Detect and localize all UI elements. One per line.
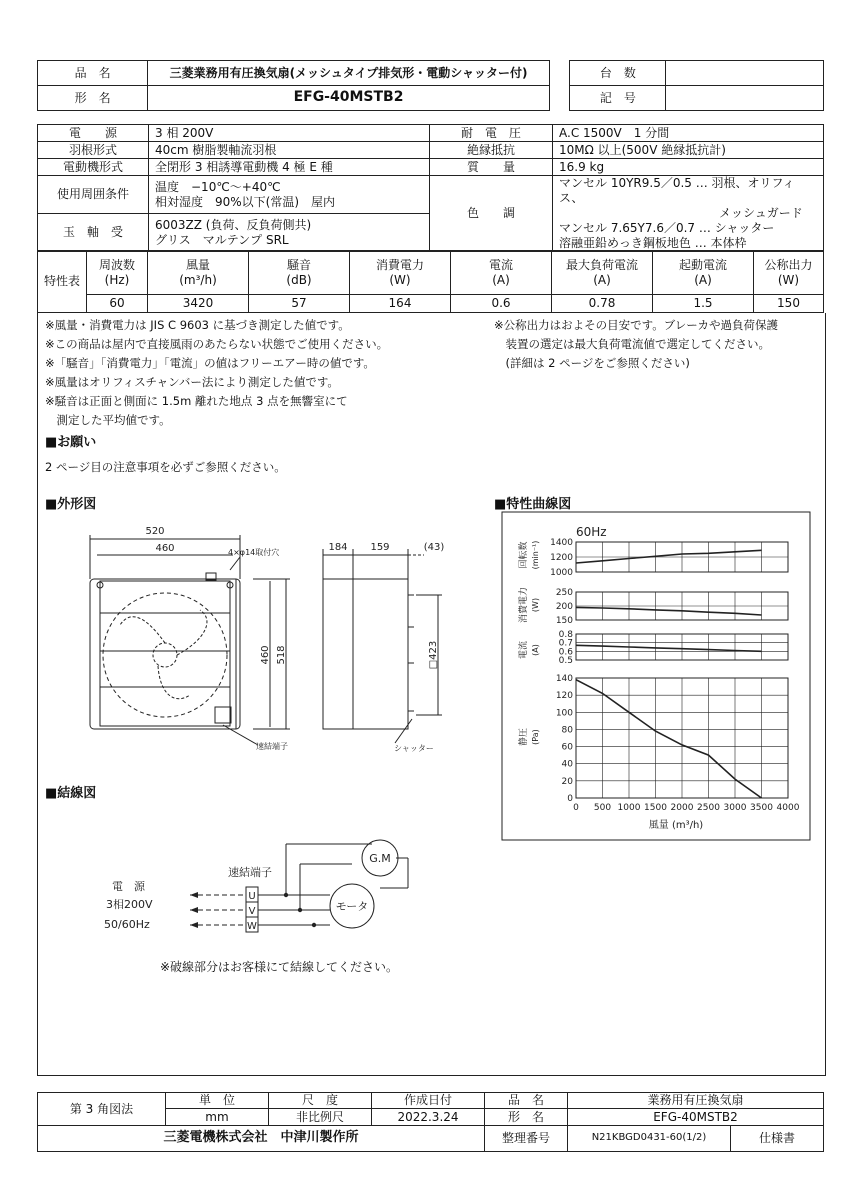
- char-value: 1.5: [653, 295, 754, 313]
- wiring-diagram: [100, 828, 430, 948]
- char-unit: (W): [389, 272, 411, 287]
- x-tick-label: 4000: [776, 803, 800, 813]
- mounting-holes-label: 4×φ14取付穴: [228, 548, 280, 557]
- note-line: 装置の選定は最大負荷電流値で選定してください。: [494, 337, 770, 351]
- char-head-1: [148, 251, 249, 295]
- color-value: [553, 176, 824, 252]
- doc-number: N21KBGD0431-60(1/2): [568, 1126, 731, 1152]
- y-tick-label: 40: [561, 759, 573, 770]
- wiring-heading: ■結線図: [45, 786, 97, 801]
- color-line-3: マンセル 7.65Y7.6／0.7 … シャッター: [559, 221, 775, 235]
- blade-value: 40cm 樹脂製軸流羽根: [149, 142, 430, 159]
- char-value: 60: [87, 295, 148, 313]
- y-tick-label: 140: [555, 674, 573, 684]
- char-value: 57: [249, 295, 350, 313]
- ambient-line-1: 温度 −10℃～+40℃: [155, 179, 281, 194]
- terminal-box: [215, 707, 231, 723]
- char-value: 0.78: [552, 295, 653, 313]
- curve-pressure: [576, 680, 762, 798]
- terminal-v: V: [248, 906, 256, 917]
- note-line: ※騒音は正面と側面に 1.5m 離れた地点 3 点を無響室にて: [45, 394, 348, 408]
- mass-value: 16.9 kg: [553, 159, 824, 176]
- char-value: 0.6: [451, 295, 552, 313]
- bearing-line-1: 6003ZZ (負荷、反負荷側共): [155, 217, 312, 232]
- doc-type: 仕様書: [731, 1126, 824, 1152]
- withstand-value: A.C 1500V 1 分間: [553, 125, 824, 142]
- dim-460-height: 460: [260, 645, 271, 665]
- fan-hub: [153, 643, 177, 667]
- bearing-label: 玉 軸 受: [38, 214, 149, 252]
- color-label: 色 調: [430, 176, 553, 252]
- note-line: (詳細は 2 ページをご参照ください): [494, 356, 690, 370]
- x-tick-label: 3500: [750, 803, 773, 813]
- insulation-value: 10MΩ 以上(500V 絶縁抵抗計): [553, 142, 824, 159]
- terminal-label: 速結端子: [256, 742, 288, 751]
- curve-heading: ■特性曲線図: [494, 497, 572, 512]
- header-table: [37, 60, 824, 111]
- dim-423: □423: [428, 640, 439, 670]
- gear-motor-label: G.M: [369, 852, 391, 865]
- characteristics-label: 特性表: [38, 251, 87, 313]
- company-name: 三菱電機株式会社 中津川製作所: [38, 1126, 485, 1152]
- y-tick-label: 80: [561, 725, 573, 736]
- char-name: 騒音: [286, 257, 311, 272]
- color-line-2: メッシュガード: [719, 206, 803, 220]
- characteristic-curve-chart: [494, 510, 812, 842]
- ambient-label: 使用周囲条件: [38, 176, 149, 214]
- char-name: 周波数: [98, 257, 135, 272]
- name-label: 品 名: [485, 1093, 568, 1109]
- notes-left: [45, 316, 388, 430]
- current-axis-unit: (A): [531, 644, 540, 656]
- withstand-label: 耐 電 圧: [430, 125, 553, 142]
- y-tick-label: 150: [555, 616, 573, 626]
- arrow-w: [190, 922, 198, 928]
- arrow-v: [190, 907, 198, 913]
- source-voltage: 3相200V: [106, 898, 153, 911]
- note-line: ※公称出力はおよその目安です。ブレーカや過負荷保護: [494, 318, 779, 332]
- dim-159: 159: [370, 542, 390, 553]
- char-unit: (m³/h): [179, 272, 217, 287]
- note-line: ※「騒音」「消費電力」「電流」の値はフリーエアー時の値です。: [45, 356, 375, 370]
- terminal-w: W: [247, 921, 257, 932]
- symbol-label: 記 号: [570, 86, 666, 111]
- y-tick-label: 0.7: [558, 638, 573, 649]
- count-label: 台 数: [570, 61, 666, 86]
- pressure-axis-unit: (Pa): [531, 729, 540, 745]
- unit-value: mm: [166, 1109, 269, 1126]
- outline-heading: ■外形図: [45, 497, 97, 512]
- curve-power: [576, 607, 762, 615]
- rpm-axis-unit: (min⁻¹): [531, 540, 540, 570]
- x-tick-label: 0: [573, 803, 579, 813]
- spec-table: [37, 124, 824, 252]
- power-axis-label: 消費電力: [519, 586, 529, 624]
- product-name-label: 品 名: [38, 61, 148, 86]
- model-name: EFG-40MSTB2: [148, 86, 549, 111]
- y-tick-label: 100: [555, 708, 573, 719]
- char-name: 電流: [488, 257, 513, 272]
- footer-model: EFG-40MSTB2: [568, 1109, 824, 1126]
- side-body: [353, 579, 408, 729]
- char-value: 164: [350, 295, 451, 313]
- doc-number-label: 整理番号: [485, 1126, 568, 1152]
- dim-520: 520: [145, 526, 165, 537]
- dim-184: 184: [328, 542, 348, 553]
- char-unit: (A): [694, 272, 712, 287]
- fan-blade-outline: [103, 593, 227, 717]
- arrow-u: [190, 892, 198, 898]
- curve-current: [576, 645, 762, 651]
- power-value: 3 相 200V: [149, 125, 430, 142]
- motor-value: 全閉形 3 相誘導電動機 4 極 E 種: [149, 159, 430, 176]
- date-value: 2022.3.24: [372, 1109, 485, 1126]
- note-line: 測定した平均値です。: [45, 413, 171, 427]
- mass-label: 質 量: [430, 159, 553, 176]
- note-line: ※風量・消費電力は JIS C 9603 に基づき測定した値です。: [45, 318, 350, 332]
- note-line: ※風量はオリフィスチャンバー法により測定した値です。: [45, 375, 339, 389]
- x-axis-label: 風量 (m³/h): [648, 820, 704, 831]
- motor-label: モータ: [335, 900, 369, 913]
- request-text: 2 ページ目の注意事項を必ずご参照ください。: [45, 460, 286, 474]
- char-name: 最大負荷電流: [565, 257, 638, 272]
- char-unit: (dB): [286, 272, 312, 287]
- char-value: 150: [754, 295, 824, 313]
- color-line-1: マンセル 10YR9.5／0.5 … 羽根、オリフィス、: [559, 176, 795, 205]
- product-name: 三菱業務用有圧換気扇(メッシュタイプ排気形・電動シャッター付): [148, 61, 549, 86]
- date-label: 作成日付: [372, 1093, 485, 1109]
- char-head-2: [249, 251, 350, 295]
- bearing-line-2: グリス マルテンプ SRL: [155, 232, 289, 247]
- y-tick-label: 0: [567, 794, 573, 804]
- source-frequency: 50/60Hz: [104, 918, 150, 931]
- current-axis-label: 電流: [519, 640, 529, 660]
- count-value: [666, 61, 824, 86]
- outline-drawing: [40, 515, 480, 765]
- char-head-0: [87, 251, 148, 295]
- chart-frame: [502, 512, 810, 840]
- char-name: 消費電力: [375, 257, 424, 272]
- blade-label: 羽根形式: [38, 142, 149, 159]
- source-label: 電 源: [112, 880, 145, 893]
- x-tick-label: 2500: [697, 803, 720, 813]
- y-tick-label: 20: [561, 776, 573, 787]
- shutter-label: シャッター: [394, 744, 434, 753]
- char-name: 風量: [185, 257, 210, 272]
- char-unit: (A): [492, 272, 510, 287]
- power-label: 電 源: [38, 125, 149, 142]
- characteristics-table: [37, 250, 824, 313]
- dim-518: 518: [276, 645, 287, 665]
- insulation-label: 絶縁抵抗: [430, 142, 553, 159]
- scale-value: 非比例尺: [269, 1109, 372, 1126]
- char-head-4: [451, 251, 552, 295]
- char-unit: (A): [593, 272, 611, 287]
- char-head-6: [653, 251, 754, 295]
- pressure-axis-label: 静圧: [519, 727, 529, 747]
- notes-right: [494, 316, 778, 373]
- wiring-note: ※破線部分はお客様にて結線してください。: [160, 960, 399, 974]
- unit-label: 単 位: [166, 1093, 269, 1109]
- power-axis-unit: (W): [531, 597, 540, 613]
- y-tick-label: 120: [555, 691, 573, 702]
- y-tick-label: 0.8: [558, 630, 573, 640]
- symbol-value: [666, 86, 824, 111]
- y-tick-label: 1400: [550, 538, 573, 548]
- side-frame: [323, 579, 353, 729]
- y-tick-label: 0.6: [558, 647, 573, 658]
- note-line: ※この商品は屋内で直接風雨のあたらない状態でご使用ください。: [45, 337, 389, 351]
- char-head-3: [350, 251, 451, 295]
- front-guard: [100, 581, 230, 726]
- curve-rpm: [576, 550, 762, 563]
- y-tick-label: 1000: [550, 568, 573, 578]
- x-tick-label: 1000: [617, 803, 641, 813]
- ambient-line-2: 相対湿度 90%以下(常温) 屋内: [155, 194, 336, 209]
- ambient-value: [149, 176, 430, 214]
- terminal-u: U: [248, 891, 256, 902]
- char-unit: (W): [777, 272, 800, 287]
- model-label-footer: 形 名: [485, 1109, 568, 1126]
- y-tick-label: 200: [555, 602, 573, 612]
- footer-product-name: 業務用有圧換気扇: [568, 1093, 824, 1109]
- dim-43: (43): [423, 542, 445, 553]
- y-tick-label: 250: [555, 588, 573, 598]
- frequency-label: 60Hz: [576, 525, 607, 539]
- char-head-7: [754, 251, 824, 295]
- model-label: 形 名: [38, 86, 148, 111]
- footer-table: [37, 1092, 824, 1152]
- dim-460-width: 460: [155, 543, 175, 554]
- color-line-4: 溶融亜鉛めっき鋼板地色 … 本体枠: [559, 236, 747, 250]
- x-tick-label: 2000: [670, 803, 694, 813]
- y-tick-label: 60: [561, 742, 573, 753]
- terminal-name: 速結端子: [228, 866, 272, 879]
- char-name: 公称出力: [764, 257, 813, 272]
- bearing-value: [149, 214, 430, 252]
- motor-label: 電動機形式: [38, 159, 149, 176]
- request-heading: ■お願い: [45, 435, 97, 450]
- char-head-5: [552, 251, 653, 295]
- x-tick-label: 500: [593, 803, 612, 813]
- scale-label: 尺 度: [269, 1093, 372, 1109]
- char-name: 起動電流: [678, 257, 727, 272]
- char-value: 3420: [148, 295, 249, 313]
- rpm-axis-label: 回転数: [519, 541, 529, 569]
- y-tick-label: 1200: [550, 553, 573, 563]
- x-tick-label: 1500: [644, 803, 667, 813]
- char-unit: (Hz): [104, 272, 130, 287]
- projection: 第 3 角図法: [38, 1093, 166, 1126]
- y-tick-label: 0.5: [558, 656, 573, 666]
- x-tick-label: 3000: [723, 803, 747, 813]
